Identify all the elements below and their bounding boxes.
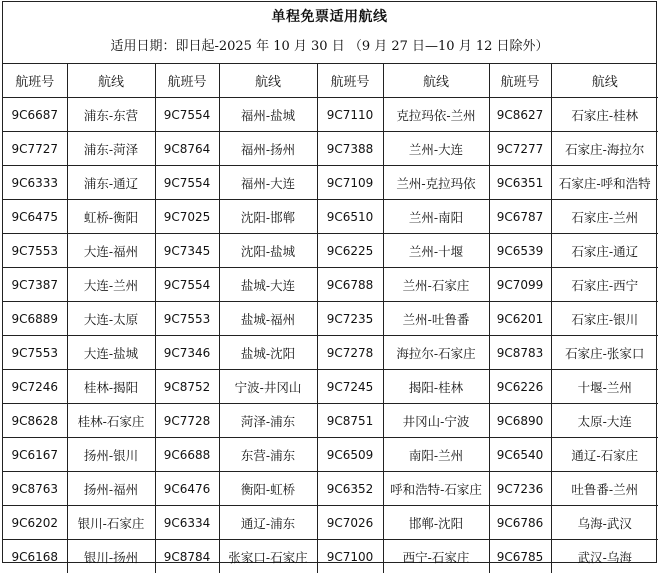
route-cell: 石家庄-呼和浩特 (551, 166, 658, 200)
validity-dates: 适用日期：即日起-2025 年 10 月 30 日 （9 月 27 日—10 月 12 日除外） (3, 33, 656, 64)
route-cell: 乌海-武汉 (551, 506, 658, 540)
flight-number-cell: 9C6890 (489, 404, 551, 438)
route-cell: 盐城-福州 (219, 302, 317, 336)
route-cell: 石家庄-张家口 (551, 336, 658, 370)
flight-number-cell: 9C6352 (317, 472, 383, 506)
route-cell: 揭阳-桂林 (383, 370, 489, 404)
flight-number-cell: 9C6539 (489, 234, 551, 268)
flight-number-cell: 9C7553 (155, 302, 219, 336)
flight-number-cell: 9C7727 (3, 132, 67, 166)
route-cell: 大连-福州 (67, 234, 155, 268)
flight-number-cell: 9C7728 (155, 404, 219, 438)
flight-number-cell: 9C6475 (3, 200, 67, 234)
table-row (3, 98, 658, 132)
route-cell: 浦东-东营 (67, 98, 155, 132)
route-cell: 沈阳-盐城 (219, 234, 317, 268)
flight-number-cell: 9C7345 (155, 234, 219, 268)
flight-number-cell: 9C7235 (317, 302, 383, 336)
flight-number-cell: 9C6226 (489, 370, 551, 404)
flight-number-cell: 9C6540 (489, 438, 551, 472)
flight-number-cell: 9C7553 (3, 234, 67, 268)
route-cell: 通辽-石家庄 (551, 438, 658, 472)
flight-number-cell: 9C8783 (489, 336, 551, 370)
flight-number-cell: 9C6687 (3, 98, 67, 132)
flight-number-cell: 9C7387 (3, 268, 67, 302)
flight-number-cell: 9C6168 (3, 540, 67, 573)
flight-number-cell: 9C6787 (489, 200, 551, 234)
route-cell: 武汉-乌海 (551, 540, 658, 573)
flight-number-cell: 9C7236 (489, 472, 551, 506)
table-row (3, 370, 658, 404)
route-cell: 虹桥-衡阳 (67, 200, 155, 234)
route-cell: 兰州-吐鲁番 (383, 302, 489, 336)
flight-number-cell: 9C6202 (3, 506, 67, 540)
flight-number-cell: 9C6334 (155, 506, 219, 540)
flight-number-cell: 9C8628 (3, 404, 67, 438)
table-row (3, 336, 658, 370)
table-row (3, 438, 658, 472)
flight-number-cell: 9C6509 (317, 438, 383, 472)
route-cell: 石家庄-兰州 (551, 200, 658, 234)
flight-number-cell: 9C7110 (317, 98, 383, 132)
column-header-flight-no: 航班号 (317, 64, 383, 98)
route-cell: 石家庄-银川 (551, 302, 658, 336)
flight-number-cell: 9C8752 (155, 370, 219, 404)
flight-number-cell: 9C7099 (489, 268, 551, 302)
route-cell: 浦东-菏泽 (67, 132, 155, 166)
flight-number-cell: 9C6786 (489, 506, 551, 540)
flight-number-cell: 9C7277 (489, 132, 551, 166)
flight-number-cell: 9C6476 (155, 472, 219, 506)
flight-number-cell: 9C7346 (155, 336, 219, 370)
flight-number-cell: 9C7246 (3, 370, 67, 404)
route-cell: 衡阳-虹桥 (219, 472, 317, 506)
route-cell: 十堰-兰州 (551, 370, 658, 404)
flight-number-cell: 9C7554 (155, 166, 219, 200)
route-cell: 通辽-浦东 (219, 506, 317, 540)
flight-number-cell: 9C6688 (155, 438, 219, 472)
flight-number-cell: 9C7100 (317, 540, 383, 573)
flight-number-cell: 9C7278 (317, 336, 383, 370)
flight-number-cell: 9C8784 (155, 540, 219, 573)
route-cell: 兰州-石家庄 (383, 268, 489, 302)
route-cell: 银川-石家庄 (67, 506, 155, 540)
flight-number-cell: 9C6351 (489, 166, 551, 200)
route-cell: 克拉玛依-兰州 (383, 98, 489, 132)
route-cell: 兰州-克拉玛依 (383, 166, 489, 200)
column-header-route: 航线 (219, 64, 317, 98)
table-row (3, 268, 658, 302)
flight-number-cell: 9C6785 (489, 540, 551, 573)
route-cell: 呼和浩特-石家庄 (383, 472, 489, 506)
flight-number-cell: 9C6225 (317, 234, 383, 268)
flight-number-cell: 9C6201 (489, 302, 551, 336)
table-row (3, 132, 658, 166)
table-row (3, 166, 658, 200)
table-row (3, 540, 658, 573)
route-cell: 石家庄-海拉尔 (551, 132, 658, 166)
table-row (3, 472, 658, 506)
route-cell: 沈阳-邯郸 (219, 200, 317, 234)
column-header-route: 航线 (551, 64, 658, 98)
column-header-route: 航线 (67, 64, 155, 98)
route-cell: 西宁-石家庄 (383, 540, 489, 573)
flight-number-cell: 9C8627 (489, 98, 551, 132)
route-cell: 扬州-福州 (67, 472, 155, 506)
route-cell: 福州-盐城 (219, 98, 317, 132)
route-cell: 福州-扬州 (219, 132, 317, 166)
flight-number-cell: 9C6889 (3, 302, 67, 336)
table-row (3, 200, 658, 234)
flight-number-cell: 9C6333 (3, 166, 67, 200)
flight-number-cell: 9C7025 (155, 200, 219, 234)
route-cell: 宁波-井冈山 (219, 370, 317, 404)
route-table-sheet (2, 1, 657, 563)
table-row (3, 404, 658, 438)
route-cell: 桂林-揭阳 (67, 370, 155, 404)
route-cell: 银川-扬州 (67, 540, 155, 573)
flight-number-cell: 9C7554 (155, 98, 219, 132)
page-title: 单程免票适用航线 (3, 2, 656, 33)
route-table (3, 64, 658, 573)
route-cell: 海拉尔-石家庄 (383, 336, 489, 370)
route-cell: 东营-浦东 (219, 438, 317, 472)
route-cell: 福州-大连 (219, 166, 317, 200)
route-cell: 浦东-通辽 (67, 166, 155, 200)
route-cell: 兰州-南阳 (383, 200, 489, 234)
route-cell: 石家庄-通辽 (551, 234, 658, 268)
column-header-flight-no: 航班号 (489, 64, 551, 98)
route-cell: 石家庄-桂林 (551, 98, 658, 132)
route-cell: 兰州-十堰 (383, 234, 489, 268)
flight-number-cell: 9C8764 (155, 132, 219, 166)
flight-number-cell: 9C7245 (317, 370, 383, 404)
route-cell: 邯郸-沈阳 (383, 506, 489, 540)
flight-number-cell: 9C6510 (317, 200, 383, 234)
route-cell: 盐城-大连 (219, 268, 317, 302)
route-cell: 兰州-大连 (383, 132, 489, 166)
flight-number-cell: 9C7554 (155, 268, 219, 302)
route-cell: 太原-大连 (551, 404, 658, 438)
flight-number-cell: 9C8763 (3, 472, 67, 506)
route-cell: 菏泽-浦东 (219, 404, 317, 438)
column-header-flight-no: 航班号 (3, 64, 67, 98)
route-cell: 大连-盐城 (67, 336, 155, 370)
flight-number-cell: 9C6167 (3, 438, 67, 472)
route-cell: 石家庄-西宁 (551, 268, 658, 302)
flight-number-cell: 9C7388 (317, 132, 383, 166)
table-row (3, 234, 658, 268)
route-cell: 张家口-石家庄 (219, 540, 317, 573)
route-cell: 南阳-兰州 (383, 438, 489, 472)
route-cell: 扬州-银川 (67, 438, 155, 472)
flight-number-cell: 9C8751 (317, 404, 383, 438)
column-header-flight-no: 航班号 (155, 64, 219, 98)
column-header-route: 航线 (383, 64, 489, 98)
route-cell: 大连-兰州 (67, 268, 155, 302)
route-cell: 盐城-沈阳 (219, 336, 317, 370)
route-cell: 井冈山-宁波 (383, 404, 489, 438)
route-cell: 桂林-石家庄 (67, 404, 155, 438)
flight-number-cell: 9C7553 (3, 336, 67, 370)
flight-number-cell: 9C7109 (317, 166, 383, 200)
route-cell: 大连-太原 (67, 302, 155, 336)
flight-number-cell: 9C6788 (317, 268, 383, 302)
table-row (3, 506, 658, 540)
flight-number-cell: 9C7026 (317, 506, 383, 540)
table-header-row (3, 64, 658, 98)
route-cell: 吐鲁番-兰州 (551, 472, 658, 506)
table-row (3, 302, 658, 336)
